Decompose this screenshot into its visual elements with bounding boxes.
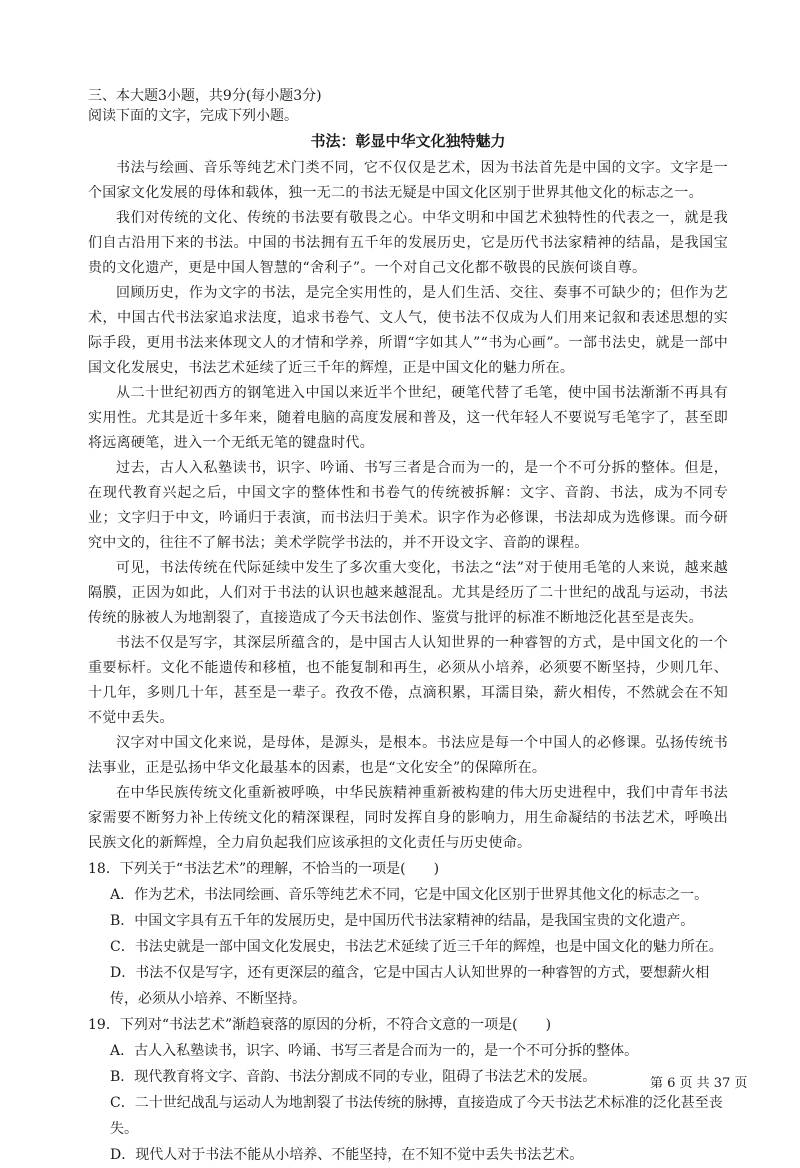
article-paragraph: 回顾历史，作为文字的书法，是完全实用性的，是人们生活、交往、奏事不可缺少的；但作为艺术，中国古代书法家追求法度，追求书卷气、文人气，使书法不仅成为人们用来记叙和表述思想的实际手段，更用书法来体现文人的才情和学养，所谓“字如其人”“书为心画”。一部书法史，就是一部中国文化发展史，书法艺术延续了近三千年的辉煌，正是中国文化的魅力所在。 xyxy=(88,285,728,376)
section-instruction: 阅读下面的文字，完成下列小题。 xyxy=(88,108,298,124)
question-stem: 19．下列对“书法艺术”渐趋衰落的原因的分析，不符合文意的一项是( ) xyxy=(88,1017,552,1033)
option-b: B．中国文字具有五千年的发展历史，是中国历代书法家精神的结晶，是我国宝贵的文化遗产。 xyxy=(110,913,695,929)
article-title: 书法：彰显中华文化独特魅力 xyxy=(310,132,506,150)
section-header: 三、本大题3小题，共9分(每小题3分) xyxy=(88,88,322,104)
article-paragraph: 汉字对中国文化来说，是母体，是源头，是根本。书法应是每一个中国人的必修课。弘扬传统书法事业，正是弘扬中华文化最基本的因素，也是“文化安全”的保障所在。 xyxy=(88,735,728,776)
article-paragraph: 过去，古人入私塾读书，识字、吟诵、书写三者是合而为一的，是一个不可分拆的整体。但是，在现代教育兴起之后，中国文字的整体性和书卷气的传统被拆解：文字、音韵、书法，成为不同专业；文字归于中文，吟诵归于表演，而书法归于美术。识字作为必修课，书法却成为选修课。而今研究中文的，往往不了解书法；美术学院学书法的，并不开设文字、音韵的课程。 xyxy=(88,460,728,551)
option-a: A．古人入私塾读书，识字、吟诵、书写三者是合而为一的，是一个不可分拆的整体。 xyxy=(110,1043,639,1059)
article-paragraph: 从二十世纪初西方的钢笔进入中国以来近半个世纪，硬笔代替了毛笔，使中国书法渐渐不再具有实用性。尤其是近十多年来，随着电脑的高度发展和普及，这一代年轻人不要说写毛笔字了，甚至即将远离硬笔，进入一个无纸无笔的键盘时代。 xyxy=(88,385,728,451)
article-body xyxy=(88,156,728,856)
option-c: C．书法史就是一部中国文化发展史，书法艺术延续了近三千年的辉煌，也是中国文化的魅力所在。 xyxy=(110,939,723,955)
option-d: D．书法不仅是写字，还有更深层的蕴含，它是中国古人认知世界的一种睿智的方式，要想薪火相传，必须从小培养、不断坚持。 xyxy=(110,965,710,1007)
article-paragraph: 书法不仅是写字，其深层所蕴含的，是中国古人认知世界的一种睿智的方式，是中国文化的一个重要标杆。文化不能遗传和移植，也不能复制和再生，必须从小培养，必须要不断坚持，少则几年、十几年，多则几十年，甚至是一辈子。孜孜不倦，点滴积累，耳濡目染，薪火相传，不然就会在不知不觉中丢失。 xyxy=(88,635,728,726)
question-19 xyxy=(88,1012,728,1168)
article-paragraph: 在中华民族传统文化重新被呼唤，中华民族精神重新被构建的伟大历史进程中，我们中青年书法家需要不断努力补上传统文化的精深课程，同时发挥自身的影响力，用生命凝结的书法艺术，呼唤出民族文化的新辉煌，全力肩负起我们应该承担的文化责任与历史使命。 xyxy=(88,785,728,851)
option-a: A．作为艺术，书法同绘画、音乐等纯艺术不同，它是中国文化区别于世界其他文化的标志之一。 xyxy=(110,887,709,903)
option-d: D．现代人对于书法不能从小培养、不能坚持，在不知不觉中丢失书法艺术。 xyxy=(110,1147,584,1163)
option-c: C．二十世纪战乱与运动人为地割裂了书法传统的脉搏，直接造成了今天书法艺术标准的泛化甚至丧失。 xyxy=(110,1095,723,1137)
article-paragraph: 可见，书法传统在代际延续中发生了多次重大变化，书法之“法”对于使用毛笔的人来说，越来越隔膜，正因为如此，人们对于书法的认识也越来越混乱。尤其是经历了二十世纪的战乱与运动，书法传统的脉被人为地割裂了，直接造成了今天书法创作、鉴赏与批评的标准不断地泛化甚至是丧失。 xyxy=(88,560,728,626)
page-number: 第 6 页 共 37 页 xyxy=(650,1076,748,1091)
article-paragraph: 书法与绘画、音乐等纯艺术门类不同，它不仅仅是艺术，因为书法首先是中国的文字。文字是一个国家文化发展的母体和载体，独一无二的书法无疑是中国文化区别于世界其他文化的标志之一。 xyxy=(88,160,728,201)
option-b: B．现代教育将文字、音韵、书法分割成不同的专业，阻碍了书法艺术的发展。 xyxy=(110,1069,597,1085)
question-stem: 18．下列关于“书法艺术”的理解，不恰当的一项是( ) xyxy=(88,861,440,877)
question-18 xyxy=(88,856,728,1012)
article-paragraph: 我们对传统的文化、传统的书法要有敬畏之心。中华文明和中国艺术独特性的代表之一，就是我们自古沿用下来的书法。中国的书法拥有五千年的发展历史，它是历代书法家精神的结晶，是我国宝贵的文化遗产，更是中国人智慧的“舍利子”。一个对自己文化都不敬畏的民族何谈自尊。 xyxy=(88,210,728,276)
